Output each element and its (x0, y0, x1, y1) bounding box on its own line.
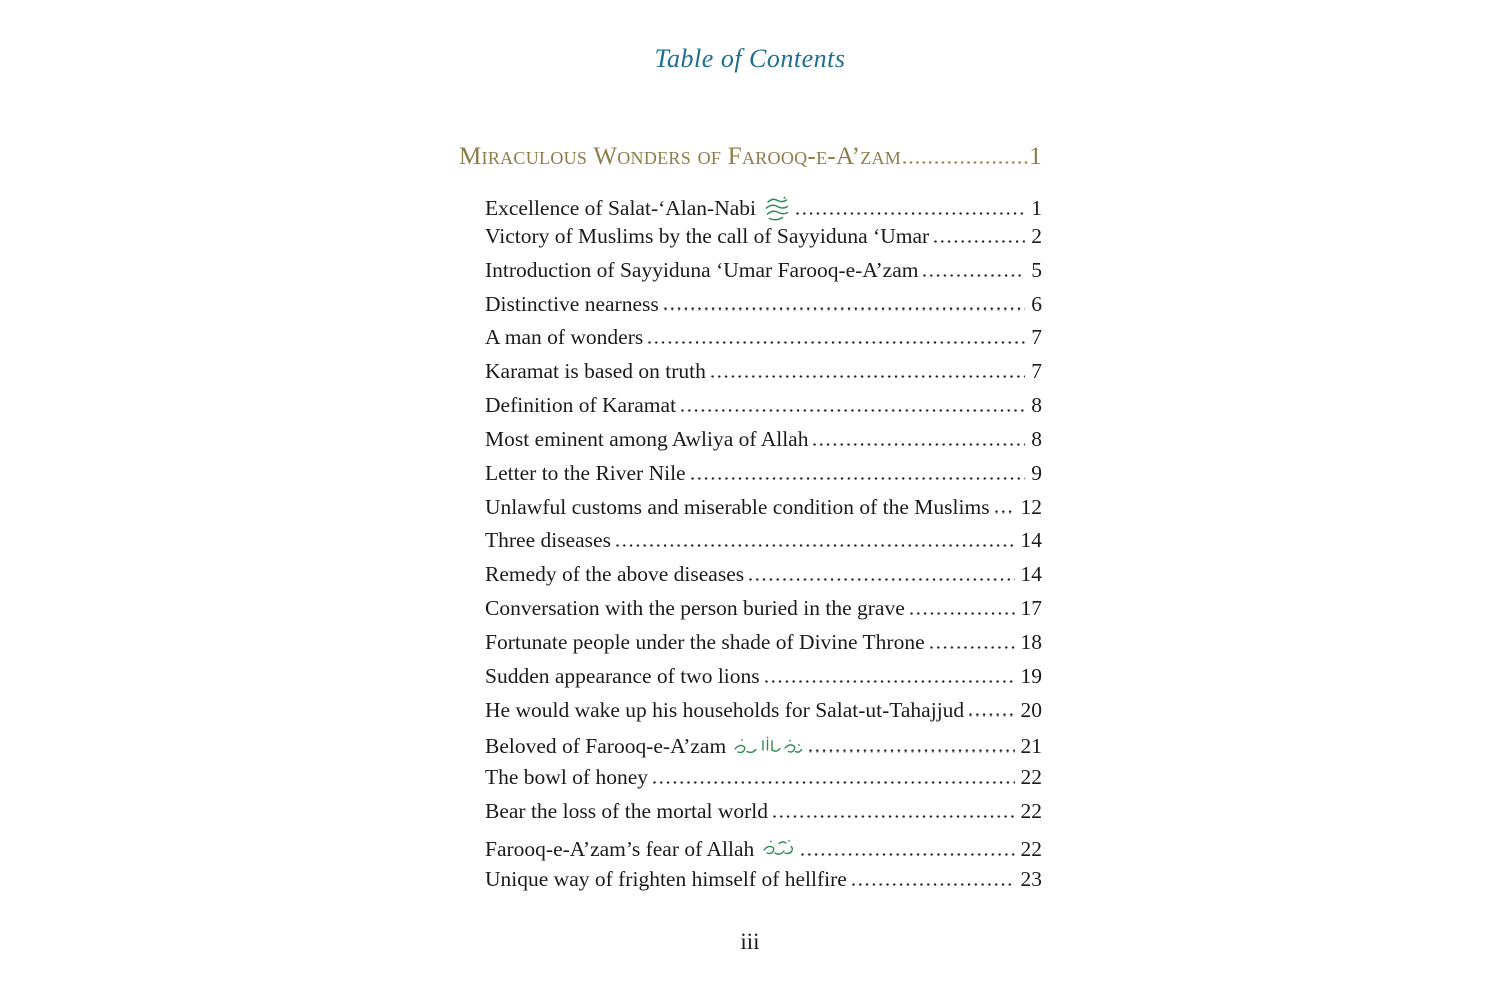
toc-entry[interactable] (485, 190, 1042, 224)
toc-entry-title: Karamat is based on truth (485, 359, 706, 384)
toc-entry[interactable] (485, 833, 1042, 867)
dot-leader (969, 713, 1014, 716)
toc-entry[interactable] (485, 867, 1042, 901)
toc-entry[interactable] (485, 393, 1042, 427)
toc-entry-page: 14 (1020, 528, 1042, 553)
toc-entry-page: 17 (1020, 596, 1042, 621)
toc-entry-title: A man of wonders (485, 325, 644, 350)
dot-leader (801, 853, 1014, 856)
footer-page-number: iii (740, 929, 760, 954)
toc-entry-title: The bowl of honey (485, 765, 649, 790)
toc-entry-page: 19 (1020, 663, 1042, 688)
dot-leader (664, 307, 1026, 310)
toc-entry[interactable] (485, 732, 1042, 766)
toc-entry-title: Distinctive nearness (485, 291, 659, 316)
toc-entry-title: Definition of Karamat (485, 393, 677, 418)
toc-entry-page: 7 (1031, 325, 1042, 350)
toc-entry-page: 18 (1020, 629, 1042, 654)
dot-leader (749, 578, 1014, 581)
toc-entry[interactable] (485, 461, 1042, 495)
toc-entry[interactable] (485, 630, 1042, 664)
toc-entry[interactable] (485, 495, 1042, 529)
toc-entry-title: Beloved of Farooq-e-A’zam (485, 733, 727, 758)
toc-entry-title: Remedy of the above diseases (485, 562, 745, 587)
toc-entry-title: Letter to the River Nile (485, 460, 686, 485)
toc-entry-title: Conversation with the person buried in the grave (485, 596, 905, 621)
toc-entry-page: 8 (1031, 426, 1042, 451)
toc-entry-page: 1 (1031, 196, 1042, 220)
dot-leader (923, 274, 1025, 277)
dot-leader (934, 240, 1025, 243)
dot-leader (691, 477, 1026, 480)
toc-entry[interactable] (485, 664, 1042, 698)
toc-entries (485, 190, 1042, 901)
toc-entry-page: 12 (1020, 494, 1042, 519)
toc-entry-page: 6 (1031, 291, 1042, 316)
dot-leader (809, 749, 1014, 752)
toc-section-heading[interactable] (459, 143, 1042, 171)
toc-entry-title: Excellence of Salat-‘Alan-Nabi (485, 196, 757, 220)
dot-leader (910, 612, 1015, 615)
toc-entry-page: 22 (1020, 799, 1042, 824)
toc-entry-page: 22 (1020, 765, 1042, 790)
toc-entry-title: Farooq-e-A’zam’s fear of Allah (485, 837, 755, 862)
toc-entry-title: Introduction of Sayyiduna ‘Umar Farooq-e-A’zam (485, 257, 919, 282)
dot-leader (773, 815, 1014, 818)
toc-entry[interactable] (485, 325, 1042, 359)
toc-entry-page: 5 (1031, 257, 1042, 282)
toc-entry[interactable] (485, 562, 1042, 596)
toc-entry-title: He would wake up his households for Salat-ut-Tahajjud (485, 697, 965, 722)
toc-entry-page: 9 (1031, 460, 1042, 485)
toc-entry[interactable] (485, 359, 1042, 393)
toc-entry[interactable] (485, 765, 1042, 799)
dot-leader (903, 161, 1028, 164)
dot-leader (765, 680, 1015, 683)
toc-entry-page: 23 (1020, 866, 1042, 891)
page-title: Table of Contents (654, 44, 846, 73)
toc-entry-page: 8 (1031, 393, 1042, 418)
toc-entry[interactable] (485, 224, 1042, 258)
dot-leader (616, 544, 1015, 547)
toc-entry[interactable] (485, 427, 1042, 461)
toc-entry[interactable] (485, 528, 1042, 562)
radiallahu-anhu-icon (726, 732, 804, 753)
dot-leader (796, 212, 1025, 215)
toc-entry-title: Sudden appearance of two lions (485, 663, 760, 688)
toc-entry-page: 14 (1020, 562, 1042, 587)
sallallahu-alayhi-wasallam-icon (756, 190, 791, 215)
dot-leader (653, 781, 1014, 784)
toc-entry-title: Three diseases (485, 528, 611, 553)
dot-leader (813, 443, 1025, 446)
dot-leader (930, 646, 1015, 649)
toc-entry-page: 7 (1031, 359, 1042, 384)
dot-leader (852, 883, 1015, 886)
toc-entry-title: Most eminent among Awliya of Allah (485, 426, 809, 451)
toc-entry-title: Fortunate people under the shade of Divine Throne (485, 629, 925, 654)
toc-entry[interactable] (485, 292, 1042, 326)
dot-leader (681, 409, 1025, 412)
azzawajal-icon (754, 833, 796, 856)
toc-section-title: Miraculous Wonders of Farooq-e-A’zam (459, 143, 902, 170)
dot-leader (648, 341, 1025, 344)
toc-entry-page: 2 (1031, 223, 1042, 248)
toc-entry-title: Unique way of frighten himself of hellfire (485, 866, 847, 891)
toc-entry-page: 20 (1020, 697, 1042, 722)
toc-entry[interactable] (485, 799, 1042, 833)
toc-entry-title: Victory of Muslims by the call of Sayyiduna ‘Umar (485, 223, 930, 248)
toc-entry-page: 22 (1020, 837, 1042, 862)
toc-entry-page: 21 (1020, 733, 1042, 758)
toc-entry[interactable] (485, 596, 1042, 630)
dot-leader (711, 375, 1025, 378)
dot-leader (995, 510, 1015, 513)
toc-section-page: 1 (1029, 143, 1042, 170)
toc-entry-title: Bear the loss of the mortal world (485, 799, 769, 824)
toc-entry[interactable] (485, 258, 1042, 292)
toc-entry[interactable] (485, 698, 1042, 732)
toc-entry-title: Unlawful customs and miserable condition of the Muslims (485, 494, 990, 519)
